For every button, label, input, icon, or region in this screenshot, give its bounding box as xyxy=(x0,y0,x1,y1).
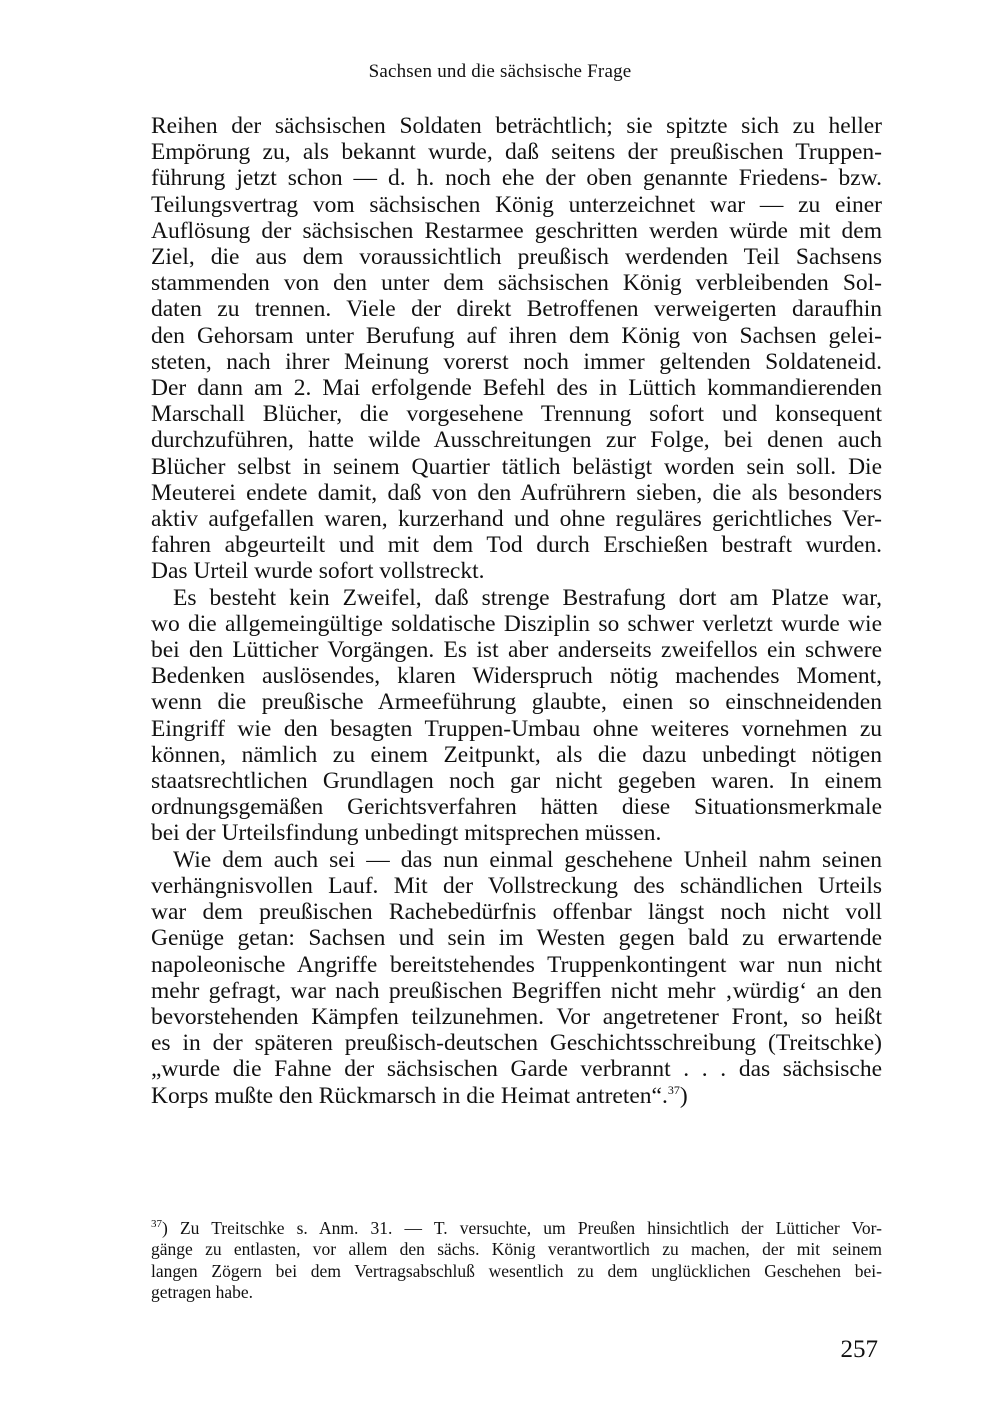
text-line: war dem preußischen Rachebedürfnis offenbar längst noch nicht voll xyxy=(151,899,882,926)
text-line: Das Urteil wurde sofort vollstreckt. xyxy=(151,558,485,585)
text-line: steten, nach ihrer Meinung vorerst noch immer geltenden Soldateneid. xyxy=(151,348,882,375)
text-line: „wurde die Fahne der sächsischen Garde verbrannt . . . das sächsische xyxy=(151,1056,882,1083)
footnote-reference-paren: ) xyxy=(679,1082,688,1109)
text-line: Auflösung der sächsischen Restarmee geschritten werden würde mit dem xyxy=(151,217,882,244)
text-line: Empörung zu, als bekannt wurde, daß seitens der preußischen Truppen- xyxy=(151,139,882,166)
text-line: napoleonische Angriffe bereitstehendes Truppenkontingent war nun nicht xyxy=(151,951,882,978)
running-head: Sachsen und die sächsische Frage xyxy=(368,61,632,82)
paragraph xyxy=(151,113,882,585)
text-line: Reihen der sächsischen Soldaten beträchtlich; sie spitzte sich zu heller xyxy=(151,113,882,139)
paragraph xyxy=(151,847,882,1109)
text-line-content: Korps mußte den Rückmarsch in die Heimat antreten“. xyxy=(151,1082,668,1109)
footnote-text: Zu Treitschke s. Anm. 31. — T. versuchte, um Preußen hinsichtlich der Lütticher Vor- xyxy=(167,1218,882,1238)
text-line: bevorstehenden Kämpfen teilzunehmen. Vor angetretener Front, so heißt xyxy=(151,1003,882,1030)
text-line-final xyxy=(151,1083,882,1109)
text-line: Wie dem auch sei — das nun einmal geschehene Unheil nahm seinen xyxy=(173,846,882,873)
footnote-number-paren: ) xyxy=(162,1218,168,1238)
text-line: Blücher selbst in seinem Quartier tätlich belästigt worden sein soll. Die xyxy=(151,453,882,480)
footnote-line: getragen habe. xyxy=(151,1281,254,1302)
text-line: Eingriff wie den besagten Truppen-Umbau ohne weiteres vornehmen zu xyxy=(151,715,882,742)
footnote-line xyxy=(151,1218,882,1239)
text-line: wo die allgemeingültige soldatische Disziplin so schwer verletzt wurde wie xyxy=(151,610,882,637)
text-line: Genüge getan: Sachsen und sein im Westen gegen bald zu erwartende xyxy=(151,925,882,952)
footnote-line: langen Zögern bei dem Vertragsabschluß wesentlich zu dem unglücklichen Geschehen bei- xyxy=(151,1260,882,1281)
text-line: Teilungsvertrag vom sächsischen König unterzeichnet war — zu einer xyxy=(151,191,882,218)
text-line: bei den Lütticher Vorgängen. Es ist aber anderseits zweifellos ein schwere xyxy=(151,637,882,664)
text-line: Es besteht kein Zweifel, daß strenge Bestrafung dort am Platze war, xyxy=(173,584,882,611)
text-line: mehr gefragt, war nach preußischen Begriffen nicht mehr ‚würdig‘ an den xyxy=(151,977,882,1004)
footnote-reference[interactable]: 37 xyxy=(667,1082,680,1097)
text-line: Bedenken auslösendes, klaren Widerspruch nötig machendes Moment, xyxy=(151,663,882,690)
text-line: führung jetzt schon — d. h. noch ehe der oben genannte Friedens- bzw. xyxy=(151,165,882,192)
text-line: fahren abgeurteilt und mit dem Tod durch Erschießen bestraft wurden. xyxy=(151,532,882,559)
text-line: aktiv aufgefallen waren, kurzerhand und ohne reguläres gerichtliches Ver- xyxy=(151,506,882,533)
paragraph xyxy=(151,585,882,847)
footnote-number: 37 xyxy=(151,1218,162,1231)
text-line: verhängnisvollen Lauf. Mit der Vollstreckung des schändlichen Urteils xyxy=(151,872,882,899)
text-line: bei der Urteilsfindung unbedingt mitsprechen müssen. xyxy=(151,820,662,847)
body-text xyxy=(151,113,882,1109)
footnote-line: gänge zu entlasten, vor allem den sächs. König verantwortlich zu machen, der mit seinem xyxy=(151,1239,882,1260)
text-line: ordnungsgemäßen Gerichtsverfahren hätten diese Situationsmerkmale xyxy=(151,794,882,821)
text-line: staatsrechtlichen Grundlagen noch gar nicht gegeben waren. In einem xyxy=(151,768,882,795)
page-number: 257 xyxy=(840,1336,878,1363)
text-line: stammenden von den unter dem sächsischen König verbleibenden Sol- xyxy=(151,270,882,297)
text-line: können, nämlich zu einem Zeitpunkt, als die dazu unbedingt nötigen xyxy=(151,741,882,768)
footnote xyxy=(151,1218,882,1303)
text-line: Ziel, die aus dem voraussichtlich preußisch werdenden Teil Sachsens xyxy=(151,244,882,271)
text-line: Meuterei endete damit, daß von den Aufrührern sieben, die als besonders xyxy=(151,479,882,506)
text-line: Der dann am 2. Mai erfolgende Befehl des in Lüttich kommandierenden xyxy=(151,375,882,402)
text-line: den Gehorsam unter Berufung auf ihren dem König von Sachsen gelei- xyxy=(151,322,882,349)
text-line: Marschall Blücher, die vorgesehene Trennung sofort und konsequent xyxy=(151,401,882,428)
text-line: durchzuführen, hatte wilde Ausschreitungen zur Folge, bei denen auch xyxy=(151,427,882,454)
text-line: wenn die preußische Armeeführung glaubte, einen so einschneidenden xyxy=(151,689,882,716)
text-line: daten zu trennen. Viele der direkt Betroffenen verweigerten daraufhin xyxy=(151,296,882,323)
text-line: es in der späteren preußisch-deutschen Geschichtsschreibung (Treitschke) xyxy=(151,1030,882,1057)
